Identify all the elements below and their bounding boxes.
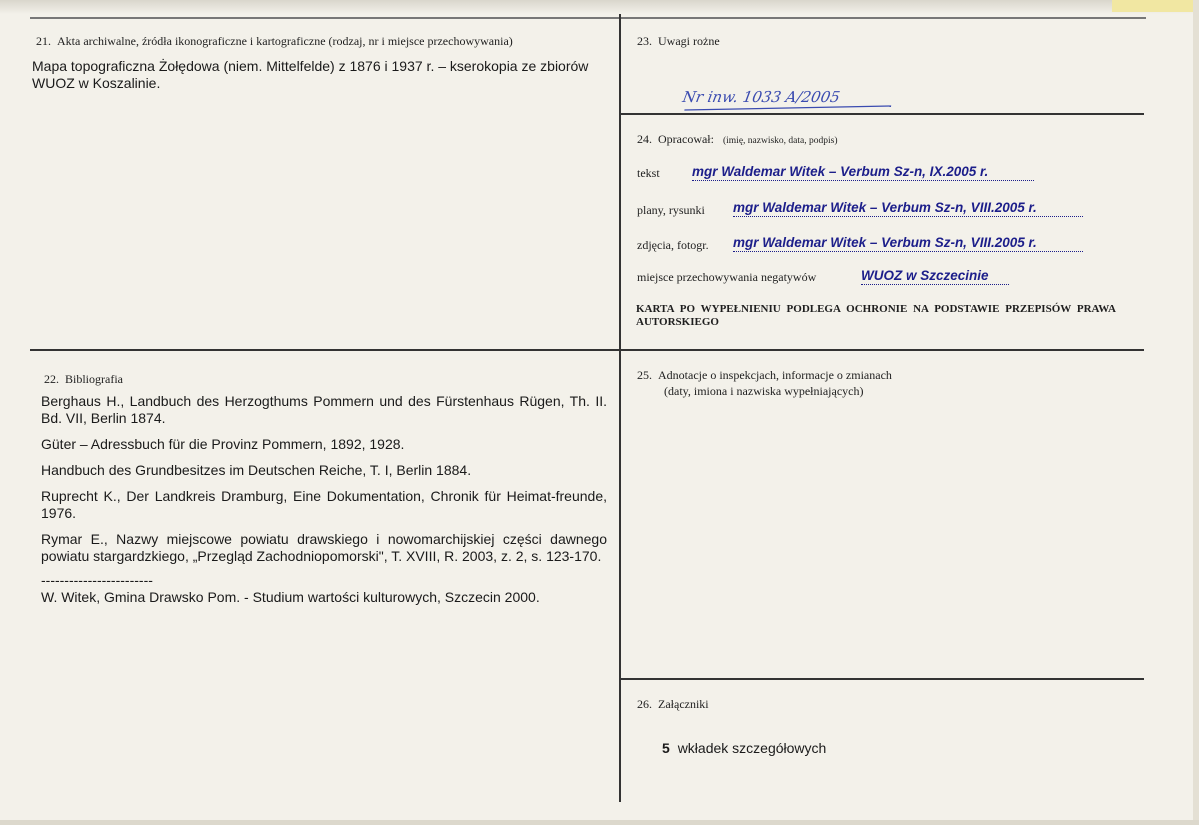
form-center-divider — [619, 14, 621, 802]
negatives-storage-value: WUOZ w Szczecinie — [861, 268, 1009, 285]
section-21-title: Akta archiwalne, źródła ikonograficzne i kartograficzne (rodzaj, nr i miejsce przechowywania) — [57, 34, 513, 48]
handwritten-underline — [680, 88, 900, 114]
section-26-heading — [637, 697, 709, 712]
negatives-storage-label: miejsce przechowywania negatywów — [637, 270, 817, 284]
section-23-title: Uwagi rożne — [658, 34, 720, 48]
section-25-number: 25. — [637, 368, 652, 382]
yellow-tab-strip — [1112, 0, 1199, 12]
section-24-heading — [637, 132, 838, 147]
section-21-heading — [36, 34, 513, 49]
section-24-title: Opracował: — [658, 132, 714, 146]
paper-bottom-edge — [0, 820, 1199, 825]
form-top-border — [30, 17, 1146, 19]
bibliography-list — [41, 393, 607, 615]
author-row-label-plans: plany, rysunki — [637, 203, 705, 217]
bibliography-entry: Berghaus H., Landbuch des Herzogthums Pommern und des Fürstenhaus Rügen, Th. II. Bd. VII, Berlin 1874. — [41, 393, 607, 426]
author-row-value-text: mgr Waldemar Witek – Verbum Sz-n, IX.2005 r. — [692, 164, 1034, 181]
divider-25-26 — [621, 678, 1144, 680]
copyright-notice: KARTA PO WYPEŁNIENIU PODLEGA OCHRONIE NA PODSTAWIE PRZEPISÓW PRAWA AUTORSKIEGO — [636, 303, 1116, 328]
handwritten-inventory-text: Nr inw. 1033 A/2005 — [681, 88, 842, 106]
section-23-number: 23. — [637, 34, 652, 48]
section-22-heading — [44, 372, 123, 387]
bibliography-entry: Ruprecht K., Der Landkreis Dramburg, Eine Dokumentation, Chronik für Heimat-freunde, 1976. — [41, 488, 607, 521]
section-25-heading — [637, 368, 892, 383]
section-26-number: 26. — [637, 697, 652, 711]
author-row-value-plans: mgr Waldemar Witek – Verbum Sz-n, VIII.2005 r. — [733, 200, 1083, 217]
section-23-heading — [637, 34, 720, 49]
attachments-count: 5 — [662, 740, 670, 756]
divider-21-22 — [30, 349, 619, 351]
author-row-label-photos: zdjęcia, fotogr. — [637, 238, 709, 252]
section-24-number: 24. — [637, 132, 652, 146]
attachments-content — [662, 740, 826, 757]
bibliography-separator: ------------------------ — [41, 572, 153, 588]
attachments-text: wkładek szczegółowych — [677, 740, 827, 756]
bibliography-extra-entry: W. Witek, Gmina Drawsko Pom. - Studium wartości kulturowych, Szczecin 2000. — [41, 589, 540, 605]
section-22-number: 22. — [44, 372, 59, 386]
author-row-label-text: tekst — [637, 166, 660, 180]
paper-top-edge — [0, 0, 1199, 14]
section-25-title-line2: (daty, imiona i nazwiska wypełniających) — [664, 384, 864, 398]
section-21-number: 21. — [36, 34, 51, 48]
handwritten-inventory-note — [680, 88, 900, 114]
divider-24-25 — [621, 349, 1144, 351]
section-24-subtitle: (imię, nazwisko, data, podpis) — [722, 136, 838, 146]
section-21-content: Mapa topograficzna Żołędowa (niem. Mittelfelde) z 1876 i 1937 r. – kserokopia ze zbiorów WUOZ w Koszalinie. — [32, 58, 589, 91]
section-26-title: Załączniki — [658, 697, 709, 711]
bibliography-entry: Rymar E., Nazwy miejscowe powiatu drawskiego i nowomarchijskiej części dawnego powiatu stargardzkiego, „Przegląd Zachodniopomorski", T. XVIII, R. 2003, z. 2, s. 123-170. — [41, 531, 607, 564]
bibliography-entry: Güter – Adressbuch für die Provinz Pommern, 1892, 1928. — [41, 436, 405, 452]
author-row-value-photos: mgr Waldemar Witek – Verbum Sz-n, VIII.2005 r. — [733, 235, 1083, 252]
paper-right-edge — [1193, 0, 1199, 825]
section-22-title: Bibliografia — [65, 372, 123, 386]
bibliography-entry: Handbuch des Grundbesitzes im Deutschen Reiche, T. I, Berlin 1884. — [41, 462, 472, 478]
section-25-title-line1: Adnotacje o inspekcjach, informacje o zmianach — [658, 368, 892, 382]
